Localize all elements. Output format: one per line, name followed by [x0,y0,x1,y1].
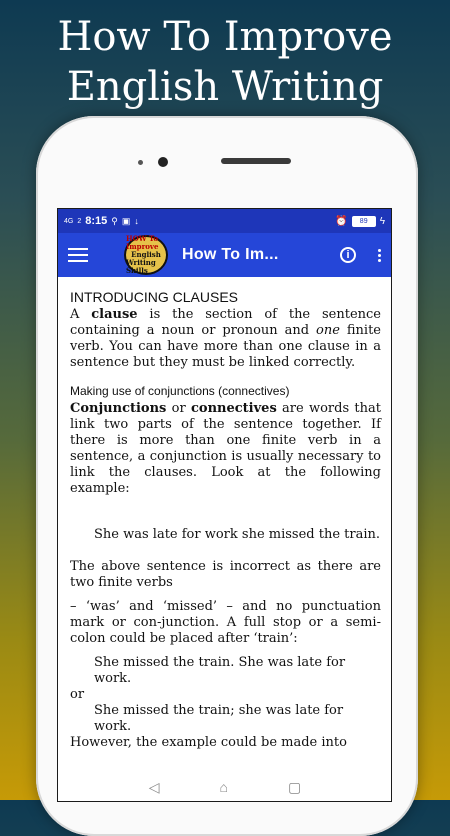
example-sentence-3: She missed the train; she was late for work. [94,703,344,734]
app-bar-actions [340,247,381,263]
example-sentence-2: She missed the train. She was late for work. [94,655,346,686]
paragraph-punctuation: – ‘was’ and ‘missed’ – and no punctuation mark or con-junction. A full stop or a semi-colon could be placed after ‘train’: [70,599,381,646]
more-options-icon[interactable] [378,249,381,262]
charging-icon: ϟ [379,215,385,227]
status-bar [58,209,391,233]
menu-icon[interactable] [68,248,88,262]
status-right [335,216,385,227]
logo-line-2: English [131,250,161,259]
section-subheading: Making use of conjunctions (connectives) [70,384,290,398]
example-sentence-1: She was late for work she missed the train. [94,527,381,542]
recent-apps-icon[interactable]: ▢ [288,778,302,795]
term-conjunctions: Conjunctions [70,401,167,416]
system-nav-bar [0,774,450,800]
network-indicator: 4G [64,217,74,225]
phone-camera [158,157,168,167]
status-time: 8:15 [85,215,108,227]
paragraph-clause: A clause is the section of the sentence containing a noun or pronoun and one finite verb. You can have more than one clause in a sentence but they must be linked correctly. [70,307,381,370]
term-clause: clause [91,307,138,322]
app-screen [57,208,392,802]
paragraph-incorrect: The above sentence is incorrect as there are two finite verbs [70,559,381,590]
home-nav-icon[interactable]: ⌂ [219,779,228,795]
phone-sensor [138,160,143,165]
app-bar [58,233,391,277]
term-connectives: connectives [191,401,277,416]
notification-icon: ▣ [121,215,131,226]
promo-line-2: English Writing [66,64,384,110]
or-text: or [70,687,85,702]
phone-speaker [221,158,291,164]
app-logo [124,235,168,275]
article-heading: INTRODUCING CLAUSES [70,289,239,305]
info-icon[interactable]: i [340,247,356,263]
download-icon: ↓ [134,216,139,226]
app-title: How To Im... [182,246,279,263]
logo-line-3: Writing Skills [126,258,156,275]
emphasis-one: one [316,323,340,338]
article-content [58,277,391,799]
usb-icon: ⚲ [111,215,118,226]
promo-line-1: How To Improve [57,14,393,60]
paragraph-conjunctions: Conjunctions or connectives are words that link two parts of the sentence together. If there is more than one finite verb in a sentence, a conjunction is usually necessary to link the clauses. Look at the following example: [70,401,381,496]
alarm-icon: ⏰ [335,215,348,227]
logo-line-1: HOW To Improve [126,234,159,251]
battery-indicator: 89 [352,216,376,227]
back-nav-icon[interactable]: ◁ [148,778,160,795]
paragraph-however: However, the example could be made into [70,735,347,750]
signal-indicator: 2 [77,217,82,225]
